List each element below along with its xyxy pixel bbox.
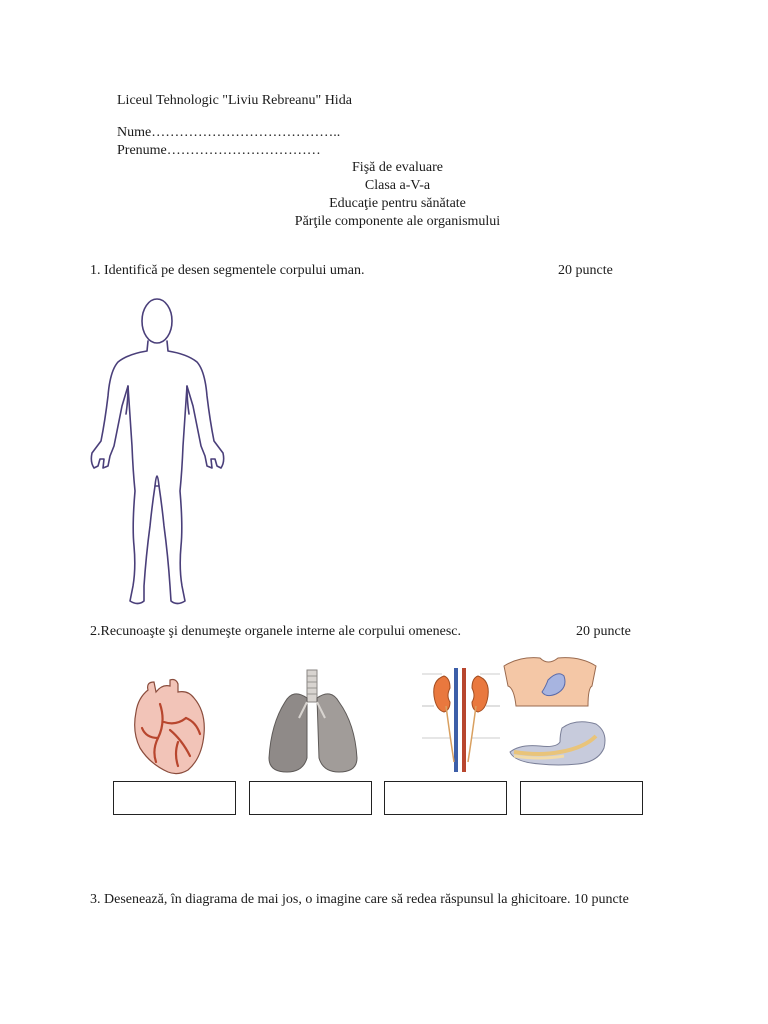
subject-label: Educaţie pentru sănătate — [329, 196, 466, 211]
school-name: Liceul Tehnologic "Liviu Rebreanu" Hida — [117, 93, 352, 108]
answer-box-heart[interactable] — [113, 781, 236, 815]
worksheet-title: Fişă de evaluare — [352, 160, 443, 175]
human-body-outline-icon — [88, 296, 233, 608]
stomach-icon — [500, 652, 610, 778]
question-1-text: 1. Identifică pe desen segmentele corpului uman. — [90, 263, 365, 278]
question-1-points: 20 puncte — [558, 263, 613, 278]
answer-box-lungs[interactable] — [249, 781, 372, 815]
name-line: Nume………………………………….. — [117, 125, 341, 140]
class-label: Clasa a-V-a — [364, 178, 431, 193]
surname-line: Prenume…………………………… — [117, 143, 321, 158]
topic-label: Părţile componente ale organismului — [294, 214, 501, 229]
question-2-points: 20 puncte — [576, 624, 631, 639]
heart-icon — [130, 678, 210, 776]
question-2-text: 2.Recunoaşte şi denumeşte organele interne ale corpului omenesc. — [90, 624, 461, 639]
answer-box-kidneys[interactable] — [384, 781, 507, 815]
question-3-text: 3. Desenează, în diagrama de mai jos, o imagine care să redea răspunsul la ghicitoare. 10 puncte — [90, 892, 629, 907]
lungs-icon — [265, 668, 360, 776]
answer-box-stomach[interactable] — [520, 781, 643, 815]
kidneys-icon — [420, 666, 502, 774]
